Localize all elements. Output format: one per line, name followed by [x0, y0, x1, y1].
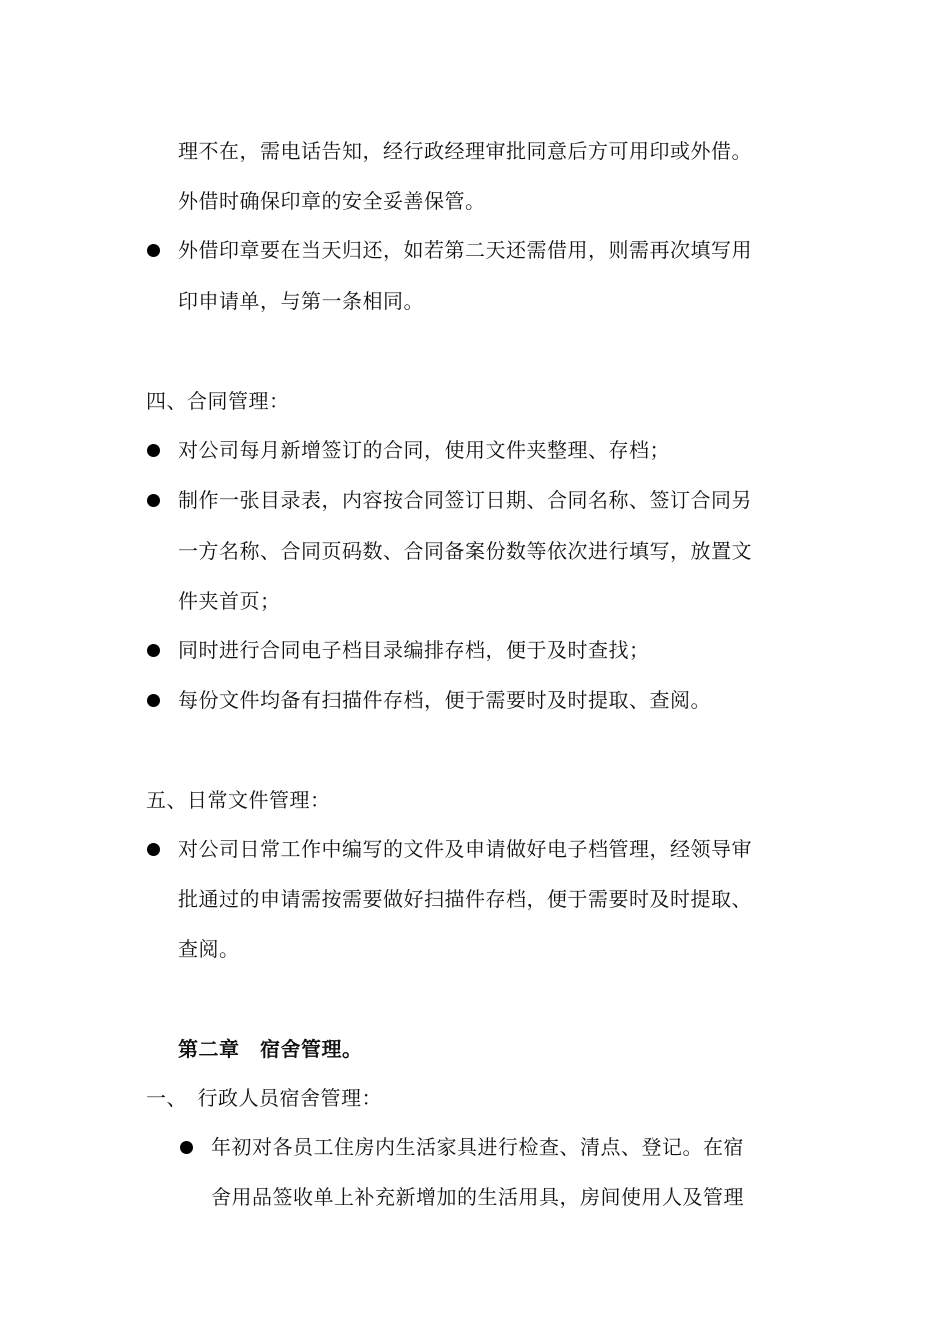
paragraph-line: 外借时确保印章的安全妥善保管。	[178, 189, 486, 213]
paragraph-line: 理不在，需电话告知，经行政经理审批同意后方可用印或外借。	[178, 139, 752, 163]
list-item-text: 对公司每月新增签订的合同，使用文件夹整理、存档；	[178, 438, 670, 462]
chapter-title: 第二章 宿舍管理。	[178, 1037, 363, 1061]
bullet-icon	[147, 843, 160, 856]
bullet-icon	[147, 244, 160, 257]
list-item-text: 每份文件均备有扫描件存档，便于需要时及时提取、查阅。	[178, 688, 711, 712]
section-heading: 四、合同管理：	[146, 389, 290, 413]
list-item-text: 查阅。	[178, 937, 240, 961]
list-item-text: 印申请单，与第一条相同。	[178, 289, 424, 313]
list-item-text: 年初对各员工住房内生活家具进行检查、清点、登记。在宿	[211, 1135, 744, 1159]
bullet-icon	[147, 444, 160, 457]
section-heading: 五、日常文件管理：	[146, 788, 331, 812]
list-item-text: 对公司日常工作中编写的文件及申请做好电子档管理，经领导审	[178, 837, 752, 861]
list-item-text: 制作一张目录表，内容按合同签订日期、合同名称、签订合同另	[178, 488, 752, 512]
bullet-icon	[147, 644, 160, 657]
list-item-text: 件夹首页；	[178, 589, 281, 613]
section-heading: 一、 行政人员宿舍管理：	[146, 1086, 382, 1110]
list-item-text: 批通过的申请需按需要做好扫描件存档，便于需要时及时提取、	[178, 887, 752, 911]
bullet-icon	[147, 694, 160, 707]
list-item-text: 舍用品签收单上补充新增加的生活用具，房间使用人及管理	[211, 1185, 744, 1209]
bullet-icon	[147, 494, 160, 507]
bullet-icon	[180, 1141, 193, 1154]
list-item-text: 外借印章要在当天归还，如若第二天还需借用，则需再次填写用	[178, 238, 752, 262]
list-item-text: 同时进行合同电子档目录编排存档，便于及时查找；	[178, 638, 650, 662]
list-item-text: 一方名称、合同页码数、合同备案份数等依次进行填写，放置文	[178, 539, 752, 563]
